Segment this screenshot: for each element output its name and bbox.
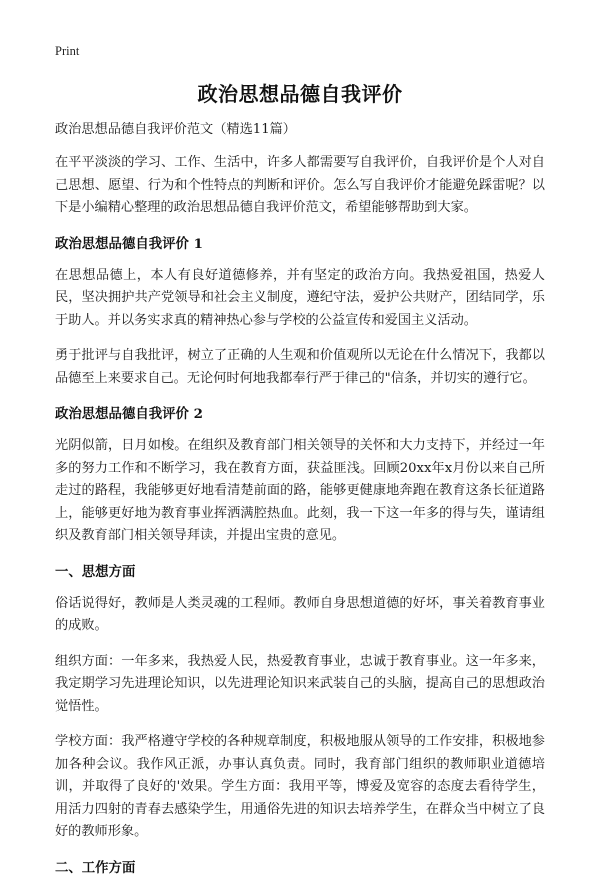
page-title: 政治思想品德自我评价 [197, 82, 403, 106]
subsection-heading-work: 二、工作方面 [55, 859, 136, 876]
document-body [55, 120, 545, 889]
paragraph-thought-c: 学校方面：我严格遵守学校的各种规章制度，积极地服从领导的工作安排，积极地参加各种会议。我作风正派，办事认真负责。同时，我育部门组织的教师职业道德培训，并取得了良好的'效果。学生方面：我用平等，博爱及宽容的态度去看待学生，用活力四射的青春去感染学生，用通俗先进的知识去培养学生，在群众当中树立了良好的教师形象。 [55, 734, 545, 839]
paragraph-thought-a: 俗话说得好，教师是人类灵魂的工程师。教师自身思想道德的好坏，事关着教育事业的成败。 [55, 595, 545, 633]
section-heading-2: 政治思想品德自我评价 2 [55, 406, 203, 422]
subsection-heading-thought: 一、思想方面 [55, 563, 136, 580]
paragraph-1b: 勇于批评与自我批评，树立了正确的人生观和价值观所以无论在什么情况下，我都以品德至上来要求自己。无论何时何地我都奉行严于律己的"信条，并切实的遵行它。 [55, 348, 545, 386]
paragraph-1a: 在思想品德上，本人有良好道德修养，并有坚定的政治方向。我热爱祖国，热爱人民，坚决拥护共产党领导和社会主义制度，遵纪守法，爱护公共财产，团结同学，乐于助人。并以务实求真的精神热心参与学校的公益宣传和爱国主义活动。 [55, 267, 545, 328]
print-label[interactable]: Print [55, 44, 80, 58]
intro-paragraph: 在平平淡淡的学习、工作、生活中，许多人都需要写自我评价，自我评价是个人对自己思想、愿望、行为和个性特点的判断和评价。怎么写自我评价才能避免踩雷呢？以下是小编精心整理的政治思想品德自我评价范文，希望能够帮助到大家。 [55, 155, 545, 215]
document-subtitle: 政治思想品德自我评价范文（精选11篇） [55, 122, 296, 137]
paragraph-thought-b: 组织方面：一年多来，我热爱人民，热爱教育事业，忠诚于教育事业。这一年多来，我定期学习先进理论知识，以先进理论知识来武装自己的头脑，提高自己的思想政治觉悟性。 [55, 653, 545, 714]
section-heading-1: 政治思想品德自我评价 1 [55, 235, 203, 252]
paragraph-2a: 光阴似箭，日月如梭。在组织及教育部门相关领导的关怀和大力支持下，并经过一年多的努力工作和不断学习，我在教育方面，获益匪浅。回顾20xx年x月份以来自己所走过的路程，我能够更好地看清楚前面的路，能够更健康地奔跑在教育这条长征道路上，能够更好地为教育事业挥洒满腔热血。此刻，我一下这一年多的得与失，谨请组织及教育部门相关领导拜读，并提出宝贵的意见。 [55, 438, 545, 543]
